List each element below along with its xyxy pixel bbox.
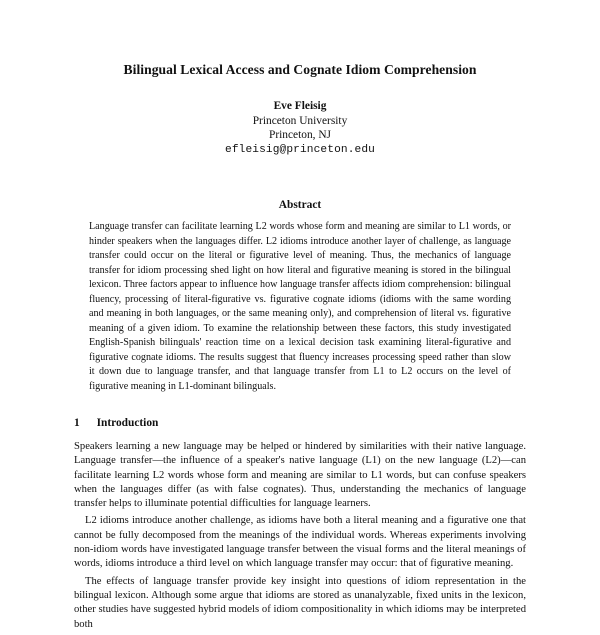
author-block (0, 99, 600, 157)
introduction-body (74, 440, 526, 635)
author-name: Eve Fleisig (273, 100, 327, 112)
abstract-text: Language transfer can facilitate learning L2 words whose form and meaning are similar to L1 words, or hinder speakers when the languages differ. L2 idioms introduce another layer of challenge, as language transfer could occur on the literal or figurative level of meaning. Thus, the mechanics of language transfer for idiom processing shed light on how literal and figurative meaning is stored in the bilingual lexicon. Three factors appear to influence how language transfer affects idiom comprehension: bilingual fluency, processing of literal-figurative vs. figurative cognate idioms (idioms with the same wording and meaning in both languages, or the same meaning only), and comprehension of literal vs. figurative meaning of a given idiom. To examine the relationship between these factors, this study investigated English-Spanish bilinguals' reaction time on a lexical decision task examining literal-figurative and figurative cognate idioms. The results suggest that fluency increases processing speed rather than slow it down due to language transfer, and that language transfer from L1 to L2 occurs on the level of figurative meaning in L1-dominant bilinguals. (89, 221, 511, 393)
intro-paragraph: Speakers learning a new language may be helped or hindered by similarities with their native language. Language transfer—the influence of a speaker's native language (L1) on the new language (L2)—can facilitate learning L2 words whose form and meaning are similar to L1 words, but can confuse speakers when the languages differ (as with false cognates). Thus, understanding the mechanics of language transfer helps to illuminate potential difficulties for language learners. (74, 441, 526, 510)
paper-title: Bilingual Lexical Access and Cognate Idiom Comprehension (123, 62, 477, 77)
abstract-heading: Abstract (278, 199, 322, 211)
section-heading (74, 417, 158, 429)
author-affiliation: Princeton University (252, 114, 348, 127)
section-number: 1 (74, 417, 80, 429)
author-location: Princeton, NJ (268, 129, 331, 141)
intro-paragraph: The effects of language transfer provide key insight into questions of idiom representation in the bilingual lexicon. Although some argue that idioms are stored as unanalyzable, fixed units in the lexicon, other studies have suggested hybrid models of idiom compositionality in which idioms may be interpreted both (74, 575, 526, 630)
section-title: Introduction (96, 417, 159, 429)
author-email: efleisig@princeton.edu (225, 143, 375, 156)
intro-paragraph: L2 idioms introduce another challenge, as idioms have both a literal meaning and a figurative one that cannot be fully decomposed from the meanings of the individual words. Whereas experiments involving non-idiom words have investigated language transfer between the visual forms and the literal meanings of words, idioms introduce a third level on which language transfer may occur: that of figurative meaning. (74, 515, 526, 570)
